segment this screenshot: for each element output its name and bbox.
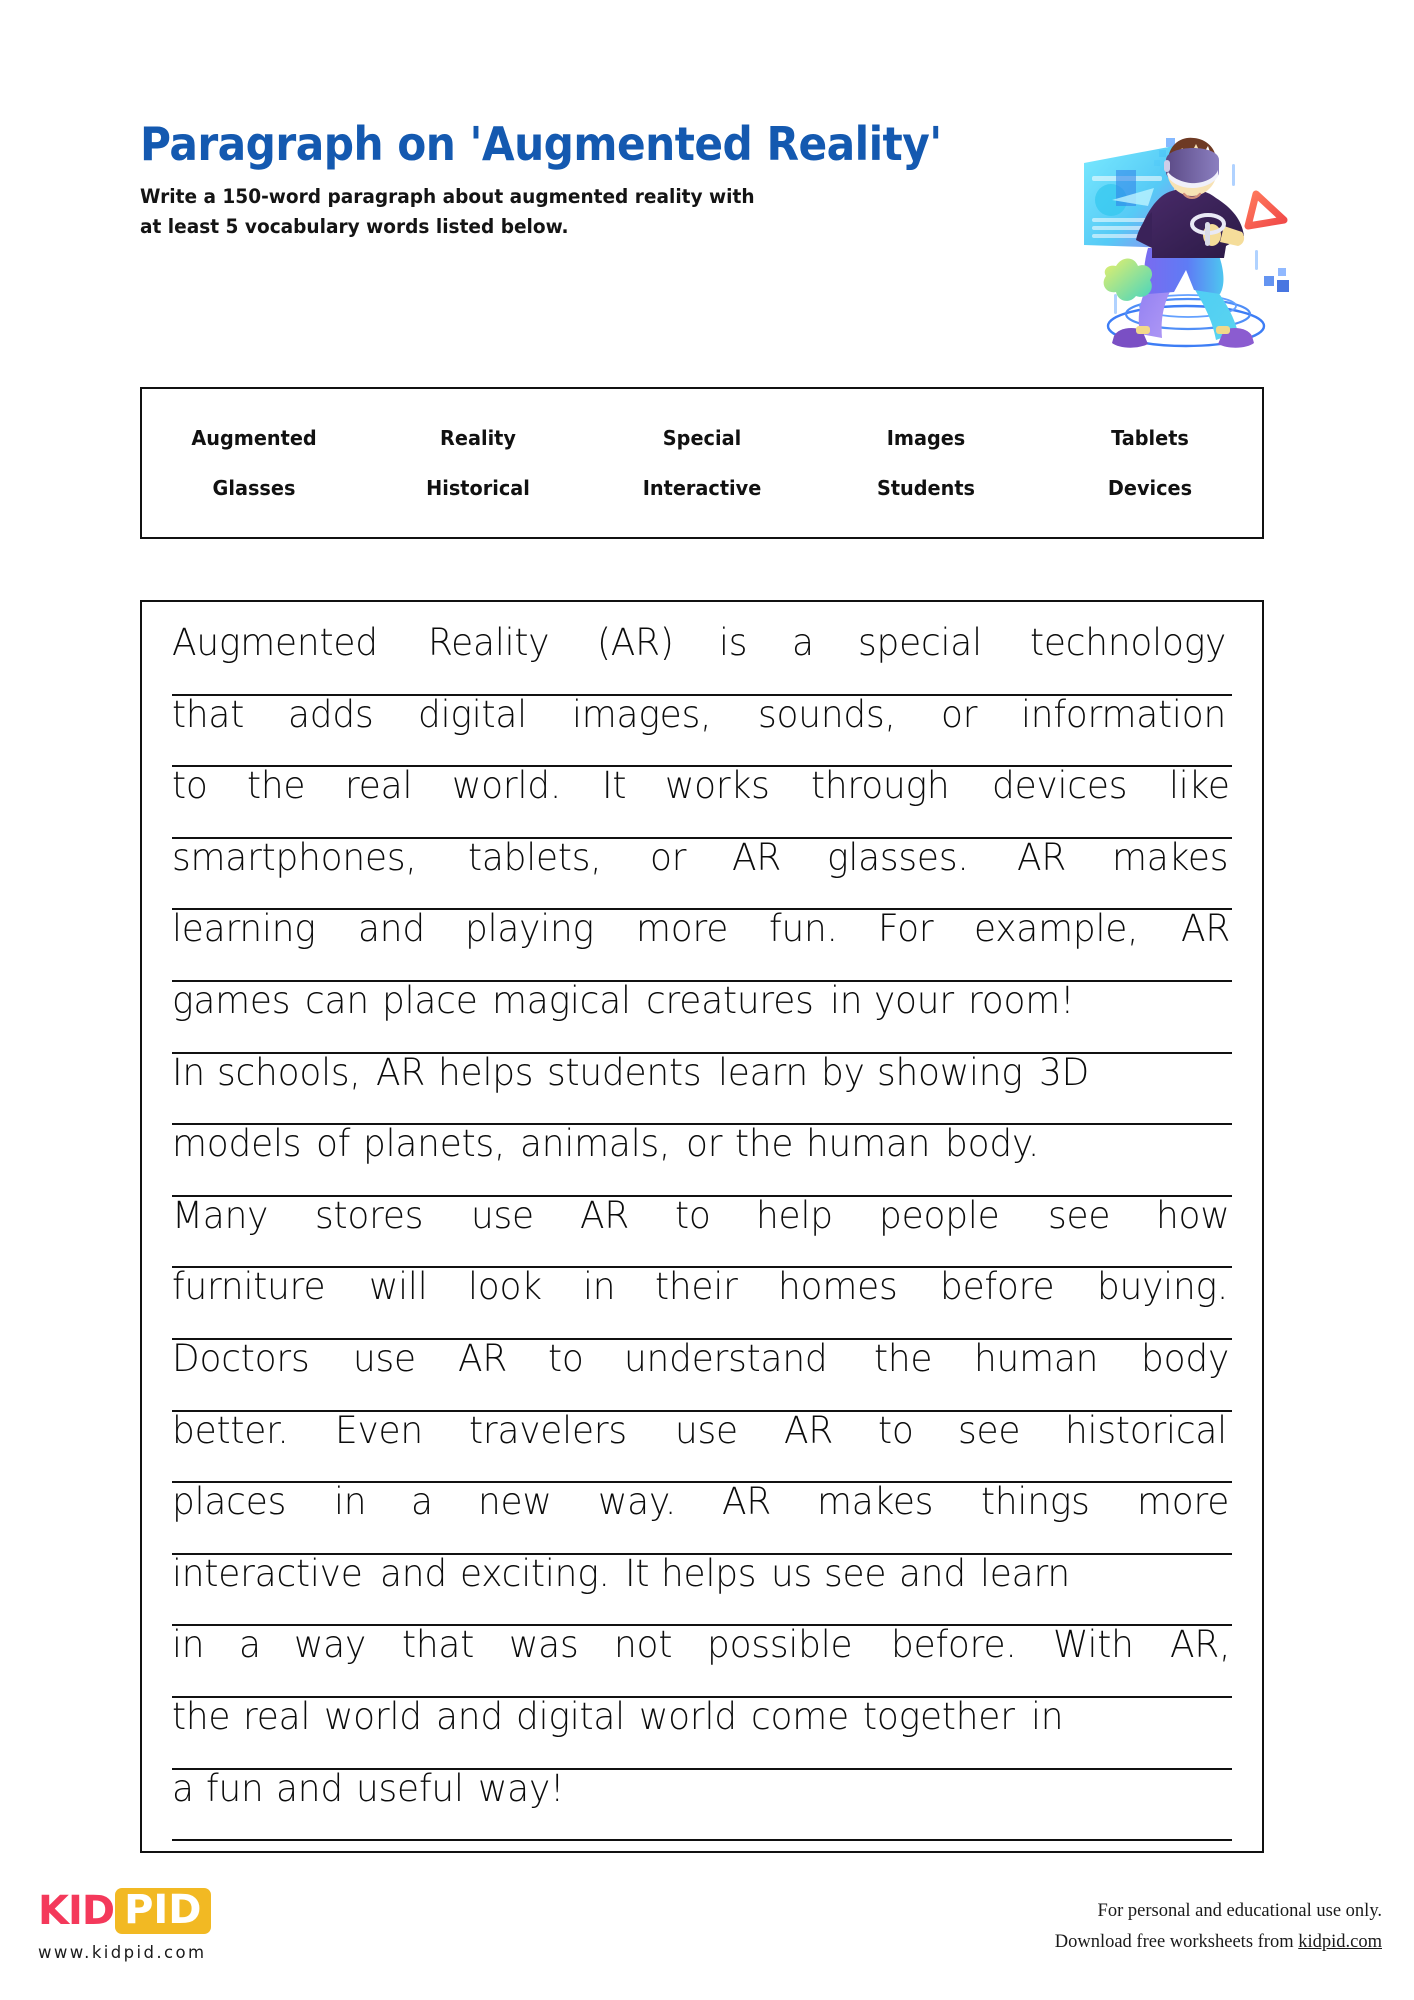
paragraph-line [172, 1698, 1232, 1770]
paragraph-word: a [411, 1483, 433, 1524]
paragraph-word: through [811, 767, 950, 808]
paragraph-word: places [172, 1483, 287, 1524]
paragraph-word: and [379, 1554, 447, 1595]
logo-url-text: www.kidpid.com [38, 1943, 207, 1962]
paragraph-word: the [734, 1125, 794, 1166]
paragraph-word: before [940, 1268, 1055, 1309]
paragraph-word: AR [376, 1053, 426, 1094]
paragraph-word: AR [1017, 838, 1067, 879]
paragraph-word: interactive [172, 1554, 363, 1595]
paragraph-word: world [323, 1697, 422, 1738]
paragraph-word: new [477, 1483, 552, 1524]
paragraph-word: together [863, 1697, 1015, 1738]
paragraph-word: before. [890, 1626, 1017, 1667]
paragraph-word: It [625, 1554, 650, 1595]
paragraph-word: works [665, 767, 771, 808]
paragraph-word: For [878, 910, 934, 951]
paragraph-word: way. [597, 1483, 676, 1524]
paragraph-word: is [719, 624, 748, 664]
paragraph-word: AR, [1169, 1626, 1231, 1667]
paragraph-word: Augmented [172, 624, 378, 664]
logo-wordmark [38, 1888, 298, 1934]
paragraph-word: can [305, 981, 369, 1022]
paragraph-word: planets, [362, 1125, 505, 1166]
paragraph-word: AR [580, 1196, 630, 1237]
paragraph-word: playing [465, 910, 595, 951]
footer-notice-line-1: For personal and educational use only. [1097, 1901, 1382, 1921]
paragraph-word: look [467, 1268, 542, 1309]
paragraph-word: more [636, 910, 729, 951]
paragraph-word: a [172, 1769, 194, 1810]
paragraph-line [172, 1340, 1232, 1412]
paragraph-word: useful [356, 1769, 464, 1810]
paragraph-line [172, 696, 1232, 768]
paragraph-word: historical [1064, 1411, 1227, 1452]
kidpid-logo [38, 1888, 298, 1962]
paragraph-word: learning [172, 910, 316, 951]
vocabulary-row-1 [142, 426, 1262, 450]
paragraph-word: tablets, [468, 838, 602, 879]
paragraph-line [172, 982, 1232, 1054]
paragraph-word: animals, [520, 1125, 671, 1166]
paragraph-word: AR [1181, 910, 1231, 951]
paragraph-word: magical [491, 981, 631, 1022]
paragraph-word: Doctors [172, 1339, 310, 1380]
paragraph-line [172, 910, 1232, 982]
vocab-word: Reality [440, 426, 516, 450]
paragraph-word: room! [967, 981, 1074, 1022]
paragraph-word: was [509, 1626, 579, 1667]
vocab-word: Augmented [191, 426, 317, 450]
paragraph-word: creatures [645, 981, 814, 1022]
paragraph-word: digital [515, 1697, 625, 1738]
paragraph-word: digital [418, 695, 528, 736]
paragraph-line [172, 767, 1232, 839]
paragraph-word: body [1141, 1339, 1230, 1380]
paragraph-word: In [172, 1053, 205, 1094]
paragraph-word: special [858, 624, 983, 664]
paragraph-word: use [353, 1339, 417, 1380]
logo-pid-text: PID [115, 1888, 210, 1934]
paragraph-word: models [172, 1125, 302, 1166]
paragraph-word: AR [732, 838, 782, 879]
instruction-line-2: at least 5 vocabulary words listed below. [140, 214, 569, 238]
vocab-word: Tablets [1111, 426, 1189, 450]
paragraph-word: students [547, 1053, 702, 1094]
paragraph-word: buying. [1096, 1268, 1228, 1309]
paragraph-word: fun. [769, 910, 839, 951]
paragraph-line [172, 1197, 1232, 1269]
paragraph-word: example, [973, 910, 1139, 951]
paragraph-word: in [172, 1626, 205, 1667]
paragraph-word: AR [783, 1411, 833, 1452]
paragraph-word: use [471, 1196, 535, 1237]
paragraph-word: learn [717, 1053, 808, 1094]
paragraph-word: makes [1112, 838, 1229, 879]
logo-kid-text: KID [38, 1888, 115, 1934]
paragraph-word: way! [478, 1769, 565, 1810]
paragraph-word: not [614, 1626, 673, 1667]
paragraph-word: helps [661, 1554, 757, 1595]
vocab-word: Special [662, 426, 742, 450]
paragraph-word: human [973, 1339, 1098, 1380]
paragraph-word: and [899, 1554, 967, 1595]
paragraph-word: in [333, 1483, 367, 1524]
vocab-word: Devices [1107, 476, 1193, 500]
paragraph-word: of [316, 1125, 351, 1166]
paragraph-word: 3D [1038, 1053, 1089, 1094]
paragraph-word: see [1047, 1196, 1111, 1237]
paragraph-word: real [344, 767, 413, 808]
paragraph-word: the [246, 767, 306, 808]
paragraph-word: exciting. [459, 1554, 610, 1595]
worksheet-instructions [140, 182, 929, 241]
paragraph-word: travelers [469, 1411, 628, 1452]
page-title: Paragraph on 'Augmented Reality' [140, 117, 942, 171]
paragraph-word: human [806, 1125, 931, 1166]
paragraph-word: Even [335, 1411, 424, 1452]
paragraph-word: furniture [172, 1268, 326, 1309]
paragraph-word: understand [624, 1339, 828, 1380]
paragraph-word: images, [572, 695, 712, 736]
vocabulary-row-2 [142, 476, 1262, 500]
footer-notice-prefix: Download free worksheets from [1054, 1931, 1299, 1952]
paragraph-line [172, 1626, 1232, 1698]
paragraph-word: us [770, 1554, 812, 1595]
paragraph-line [172, 839, 1232, 911]
paragraph-word: a [792, 624, 815, 664]
paragraph-word: people [879, 1196, 1000, 1237]
paragraph-line [172, 1054, 1232, 1126]
paragraph-word: in [1030, 1697, 1064, 1738]
paragraph-word: information [1020, 695, 1226, 736]
paragraph-word: and [276, 1769, 343, 1810]
paragraph-line [172, 1125, 1232, 1197]
paragraph-line [172, 1483, 1232, 1555]
paragraph-word: and [358, 910, 426, 951]
paragraph-answer-box[interactable] [140, 600, 1264, 1853]
paragraph-word: showing [877, 1053, 1024, 1094]
paragraph-word: makes [816, 1483, 934, 1524]
paragraph-word: (AR) [596, 624, 674, 664]
paragraph-word: to [675, 1196, 711, 1237]
paragraph-word: or [941, 695, 978, 736]
paragraph-word: stores [315, 1196, 424, 1237]
paragraph-word: sounds, [757, 695, 896, 736]
paragraph-word: learn [979, 1554, 1070, 1595]
paragraph-word: technology [1029, 624, 1226, 664]
paragraph-word: that [172, 695, 245, 736]
paragraph-word: or [650, 838, 687, 879]
vocabulary-word-bank [140, 387, 1264, 539]
paragraph-word: world. [452, 767, 562, 808]
paragraph-word: help [756, 1196, 833, 1237]
decor-triangle [1248, 194, 1284, 226]
paragraph-word: in [829, 981, 863, 1022]
paragraph-word: the [873, 1339, 933, 1380]
paragraph-word: adds [288, 695, 374, 736]
paragraph-word: way [294, 1626, 367, 1667]
vocab-word: Historical [426, 476, 530, 500]
paragraph-word: homes [778, 1268, 898, 1309]
paragraph-word: With [1053, 1626, 1134, 1667]
footer-notice-line-2 [1055, 1927, 1382, 1958]
paragraph-word: that [401, 1626, 474, 1667]
paragraph-word: devices [991, 767, 1128, 808]
paragraph-word: like [1169, 767, 1231, 808]
paragraph-word: body. [945, 1125, 1040, 1166]
paragraph-word: place [382, 981, 478, 1022]
paragraph-word: see [824, 1554, 887, 1595]
decor-pixels-right [1264, 268, 1289, 292]
paragraph-line [172, 1412, 1232, 1484]
paragraph-word: more [1136, 1483, 1230, 1524]
footer-notice [1055, 1896, 1382, 1957]
paragraph-word: or [686, 1125, 723, 1166]
paragraph-word: AR [722, 1483, 772, 1524]
paragraph-word: in [582, 1268, 615, 1309]
paragraph-word: world [639, 1697, 738, 1738]
paragraph-word: the [172, 1697, 231, 1738]
paragraph-word: helps [437, 1053, 534, 1094]
paragraph-word: come [751, 1697, 850, 1738]
paragraph-word: and [435, 1697, 503, 1738]
paragraph-word: better. [172, 1411, 289, 1452]
paragraph-word: glasses. [827, 838, 969, 879]
paragraph-word: schools, [217, 1053, 361, 1094]
paragraph-word: use [675, 1411, 739, 1452]
paragraph-line [172, 1555, 1232, 1627]
paragraph-word: smartphones, [172, 838, 417, 879]
paragraph-word: to [877, 1411, 914, 1452]
vocab-word: Glasses [212, 476, 296, 500]
kidpid-link[interactable]: kidpid.com [1298, 1931, 1382, 1952]
paragraph-word: to [172, 767, 208, 808]
paragraph-word: AR [457, 1339, 507, 1380]
paragraph-word: to [548, 1339, 584, 1380]
paragraph-word: how [1156, 1196, 1230, 1237]
paragraph-word: things [980, 1483, 1090, 1524]
vocab-word: Images [886, 426, 966, 450]
paragraph-word: Many [172, 1196, 269, 1237]
paragraph-word: their [654, 1268, 738, 1309]
paragraph-word: It [602, 767, 627, 808]
boy-with-vr-headset-illustration [1056, 108, 1306, 358]
paragraph-word: a [238, 1626, 261, 1667]
paragraph-line [172, 1268, 1232, 1340]
paragraph-word: fun [205, 1769, 264, 1810]
vocab-word: Students [876, 476, 976, 500]
paragraph-word: by [821, 1053, 865, 1094]
paragraph-line [172, 624, 1232, 696]
paragraph-word: your [874, 981, 955, 1022]
vocab-word: Interactive [642, 476, 762, 500]
paragraph-word: Reality [427, 624, 550, 664]
paragraph-word: real [243, 1697, 311, 1738]
paragraph-word: possible [707, 1626, 853, 1667]
paragraph-word: see [957, 1411, 1020, 1452]
instruction-line-1: Write a 150-word paragraph about augmented reality with [140, 185, 755, 209]
paragraph-line [172, 1770, 1232, 1842]
paragraph-word: games [172, 981, 291, 1022]
paragraph-word: will [368, 1268, 428, 1309]
